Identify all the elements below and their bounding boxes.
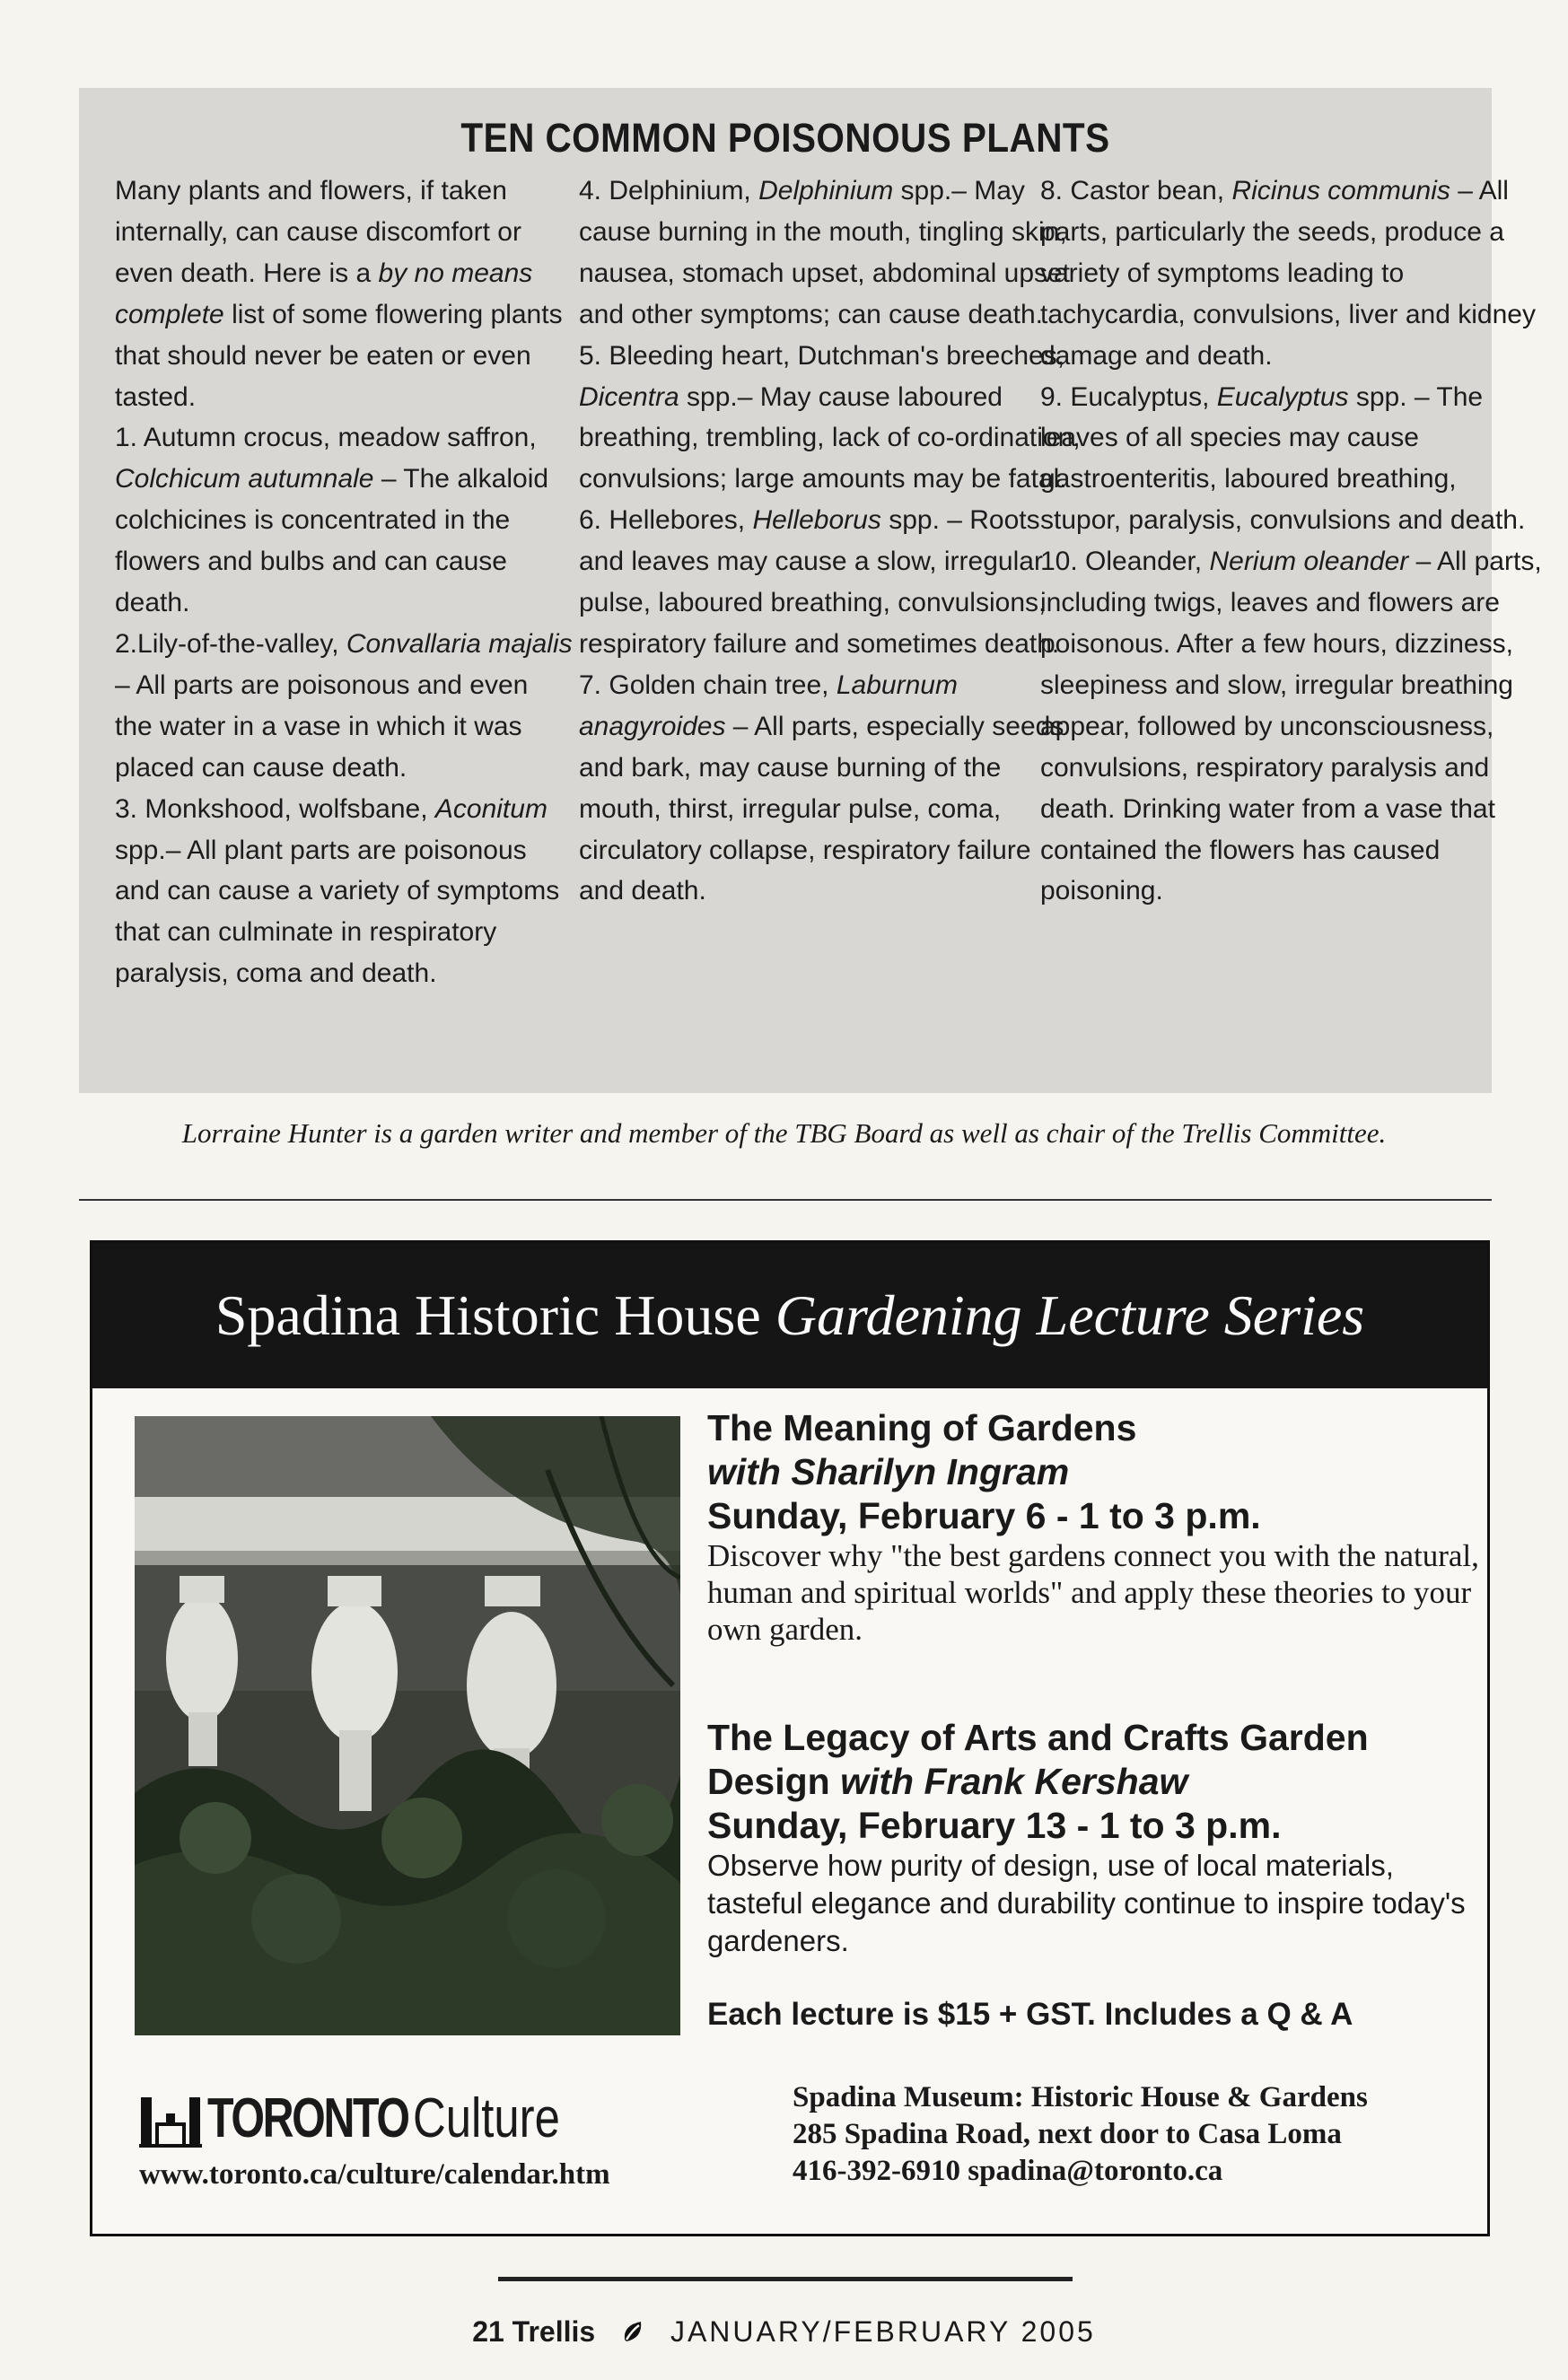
plant-latin-name: Dicentra	[579, 381, 679, 412]
plant-text: 9. Eucalyptus,	[1040, 381, 1217, 412]
plant-latin-name: by no means complete	[115, 258, 533, 329]
plant-text: 3. Monkshood, wolfsbane,	[115, 793, 435, 824]
plant-text: spp. – Roots and leaves may cause a slow, irregular pulse, laboured breathing, convulsions, respiratory failure and sometimes death.	[579, 505, 1060, 659]
plant-entry	[579, 665, 1082, 912]
footer-rule	[498, 2277, 1073, 2281]
plant-text: 5. Bleeding heart, Dutchman's breeches,	[579, 340, 1065, 371]
city-hall-icon	[139, 2088, 202, 2148]
sidebar-column-2	[579, 171, 1082, 912]
balustrade-photo	[135, 1416, 680, 2035]
lecture-1-description: Discover why "the best gardens connect you with the natural, human and spiritual worlds" and apply these theories to your own garden.	[707, 1538, 1479, 1647]
lecture-1-date: Sunday, February 6 - 1 to 3 p.m.	[707, 1495, 1261, 1536]
plant-latin-name: Nerium oleander	[1209, 547, 1409, 577]
plant-latin-name: Convallaria majalis	[346, 628, 573, 659]
plant-entry	[579, 336, 1082, 501]
ad-banner	[92, 1243, 1487, 1388]
page-number: 21	[472, 2315, 504, 2348]
plant-entry	[115, 624, 573, 789]
plant-latin-name: Helleborus	[752, 505, 881, 536]
plant-entry	[579, 171, 1082, 336]
balustrade-photo-illustration	[135, 1416, 680, 2035]
plant-text: 1. Autumn crocus, meadow saffron,	[115, 423, 537, 453]
address-line-1: Spadina Museum: Historic House & Gardens	[793, 2081, 1368, 2113]
poisonous-plants-sidebar	[79, 88, 1542, 1093]
plant-text: 4. Delphinium,	[579, 176, 759, 206]
lecture-1-title: The Meaning of Gardens	[707, 1407, 1137, 1448]
divider-rule	[79, 1199, 1492, 1201]
plant-entry	[579, 500, 1082, 665]
price-note: Each lecture is $15 + GST. Includes a Q & A	[707, 1997, 1353, 2032]
lecture-1	[707, 1406, 1479, 1648]
plant-text: 7. Golden chain tree,	[579, 669, 837, 700]
lecture-series-ad	[90, 1240, 1490, 2236]
toronto-culture-logo	[139, 2082, 592, 2154]
plant-entry	[115, 417, 573, 624]
plant-text: – All parts, including twigs, leaves and flowers are poisonous. After a few hours, dizziness, sleepiness and slow, irregular breathing appear, followed by unconsciousness, convulsions, respiratory paralysis and death. Drinking water from a vase that contained the flowers has caused poisoning.	[1040, 547, 1542, 906]
publication-name: Trellis	[512, 2315, 596, 2348]
lecture-2-title: The Legacy of Arts and Crafts Garden	[707, 1717, 1369, 1758]
plant-text: 8. Castor bean,	[1040, 176, 1232, 206]
banner-italic-text: Gardening Lecture Series	[775, 1283, 1365, 1347]
plant-text: 10. Oleander,	[1040, 547, 1210, 577]
logo-toronto-text: TORONTO	[207, 2087, 408, 2149]
plant-text: – All parts are poisonous and even the water in a vase in which it was placed can cause death.	[115, 669, 529, 783]
plant-text: 2.Lily-of-the-valley,	[115, 628, 346, 659]
trellis-leaf-icon	[619, 2318, 646, 2345]
sidebar-column-3	[1040, 171, 1543, 912]
plant-text: – The alkaloid colchicines is concentrated in the flowers and bulbs and can cause death.	[115, 464, 549, 618]
plant-text: spp.– May cause burning in the mouth, tingling skin, nausea, stomach upset, abdominal upset and other symptoms; can cause death.	[579, 176, 1071, 329]
lecture-2	[707, 1716, 1479, 1960]
culture-calendar-link[interactable]: www.toronto.ca/culture/calendar.htm	[139, 2158, 610, 2191]
plant-latin-name: Colchicum autumnale	[115, 464, 374, 494]
address-line-3: 416-392-6910 spadina@toronto.ca	[793, 2155, 1223, 2187]
plant-latin-name: Eucalyptus	[1216, 381, 1349, 412]
plant-entry	[1040, 541, 1543, 912]
lecture-2-date: Sunday, February 13 - 1 to 3 p.m.	[707, 1805, 1282, 1846]
logo-culture-text: Culture	[412, 2087, 560, 2149]
plant-text: Many plants and flowers, if taken internally, can cause discomfort or even death. Here is a	[115, 176, 521, 288]
lecture-2-description: Observe how purity of design, use of local materials, tasteful elegance and durability continue to inspire today's gardeners.	[707, 1849, 1466, 1957]
plant-entry	[1040, 377, 1543, 542]
issue-date: JANUARY/FEBRUARY 2005	[670, 2315, 1096, 2348]
plant-text: – All parts, especially seeds and bark, may cause burning of the mouth, thirst, irregular pulse, coma, circulatory collapse, respiratory failure and death.	[579, 711, 1064, 906]
museum-address	[793, 2079, 1368, 2190]
author-byline: Lorraine Hunter is a garden writer and member of the TBG Board as well as chair of the Trellis Committee.	[181, 1117, 1387, 1149]
plant-entry	[1040, 171, 1543, 377]
page-footer	[0, 2315, 1568, 2349]
plant-latin-name: Delphinium	[758, 176, 894, 206]
sidebar-title: TEN COMMON POISONOUS PLANTS	[460, 115, 1110, 161]
plant-latin-name: Aconitum	[434, 793, 547, 824]
plant-latin-name: Laburnum anagyroides	[579, 669, 958, 741]
plant-text: – All parts, particularly the seeds, produce a variety of symptoms leading to tachycardia, convulsions, liver and kidney damage and death.	[1040, 176, 1536, 371]
plant-text: list of some flowering plants that should never be eaten or even tasted.	[115, 299, 563, 412]
plant-text: spp. – The leaves of all species may cause gastroenteritis, laboured breathing, stupor, paralysis, convulsions and death.	[1040, 381, 1526, 536]
plant-text: spp.– May cause laboured breathing, trembling, lack of co-ordination, convulsions; large amounts may be fatal.	[579, 381, 1081, 494]
plant-latin-name: Ricinus communis	[1231, 176, 1450, 206]
banner-main-text: Spadina Historic House	[215, 1283, 775, 1347]
plant-entry	[115, 789, 573, 995]
lecture-2-speaker: Design with Frank Kershaw	[707, 1761, 1188, 1802]
plant-text: spp.– All plant parts are poisonous and can cause a variety of symptoms that can culminate in respiratory paralysis, coma and death.	[115, 835, 560, 989]
lecture-1-speaker: with Sharilyn Ingram	[707, 1451, 1070, 1492]
plant-entry	[115, 171, 573, 417]
plant-text: 6. Hellebores,	[579, 505, 753, 536]
address-line-2: 285 Spadina Road, next door to Casa Loma	[793, 2118, 1342, 2150]
sidebar-column-1	[115, 171, 573, 994]
